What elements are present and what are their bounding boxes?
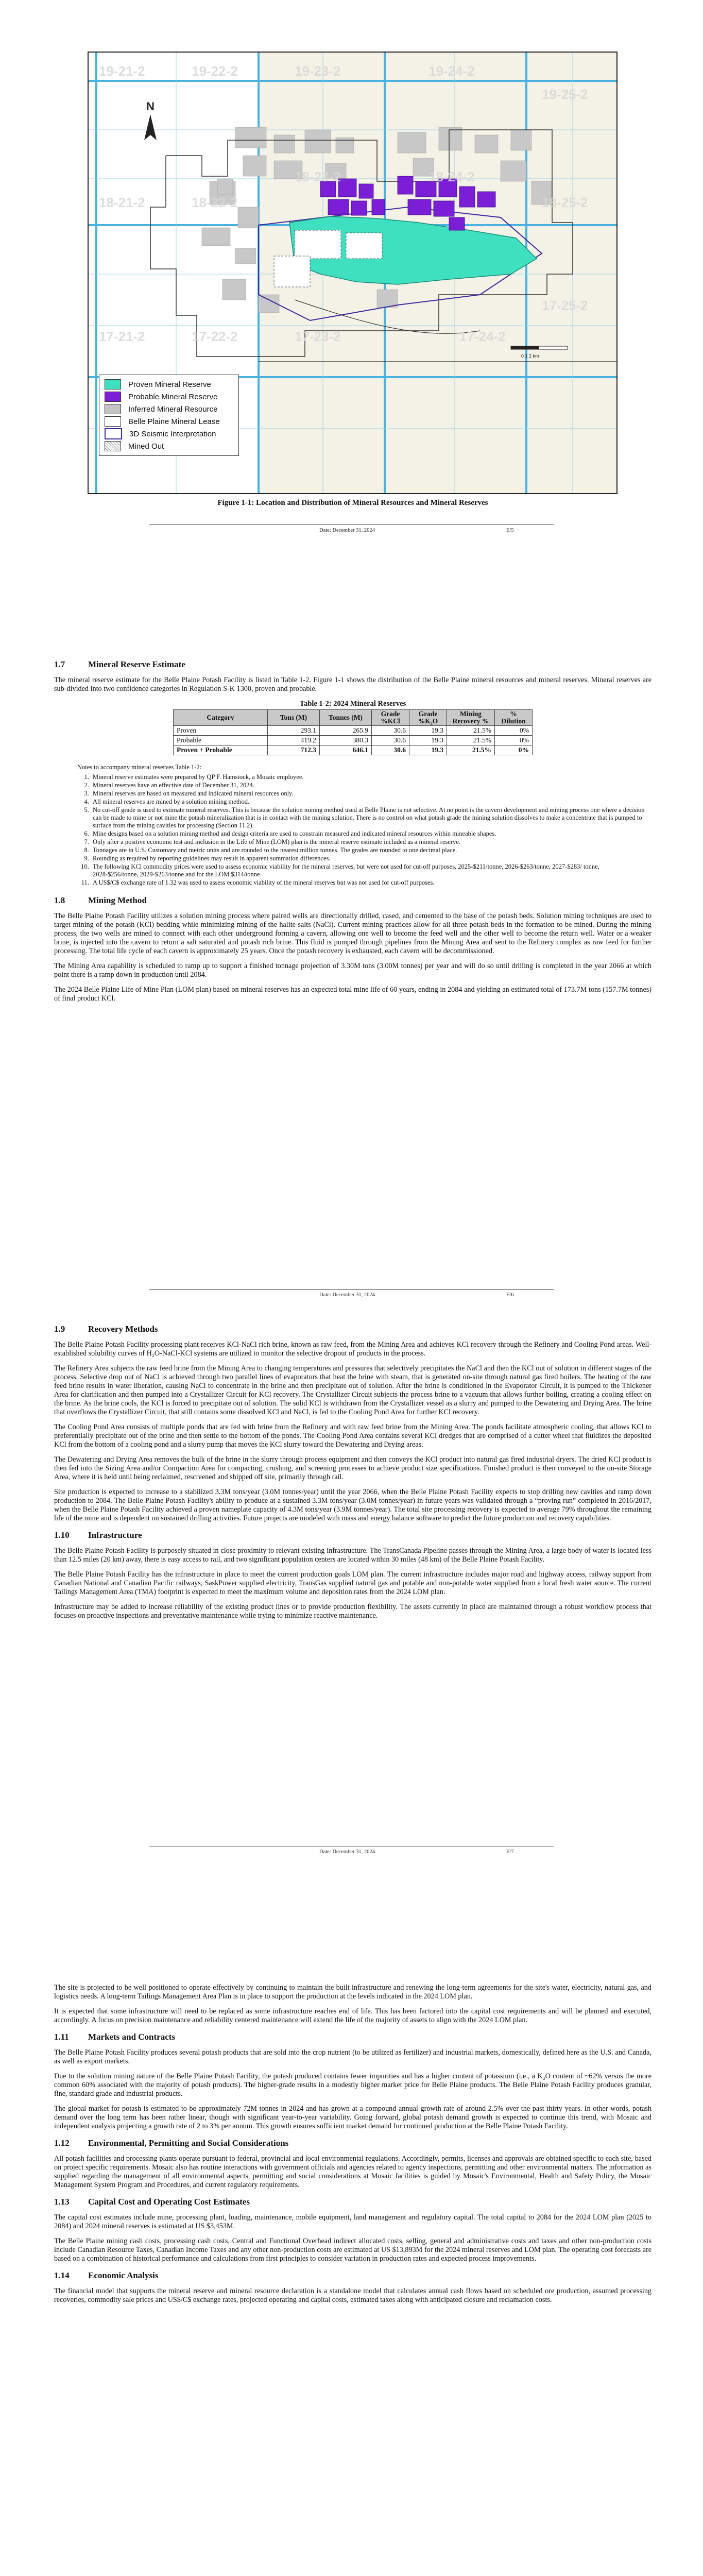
paragraph: The Belle Plaine mining cash costs, processing cash costs, Central and Functional Overhead indirect allocated costs, selling, general and administrative costs and taxes and other non-production costs include Canadian Resource Taxes, Canadian Income Taxes and any other non-production costs are estimated at US $13,893M for the 2024 mineral reserves and LOM plan. The operating cost forecasts are based on a combination of historical performance and calculations from first principles to consider variation in production rates and expected process improvements. [54, 2237, 651, 2263]
page-e6: 1.7 Mineral Reserve Estimate The mineral reserve estimate for the Belle Plaine Potash Facility is listed in Table 1-2. Figure 1-1 shows the distribution of the Belle Plaine mineral resources and mineral reserves. Mineral reserves are sub-divided into two confidence categories in Regulation S-K 1300, proven and probable. Table 1-2: 2024 Mineral Reserves Category Tons (M) Tonnes (M) Grade %KCl Grade %K₂O Mining Recovery % % Dilution Proven 293.1 265.9 30.6 19.3 21.5% 0% Probable 419.2 380.3 30.6 19.3 21.5% 0% Proven + Probable 712.3 646.1 30.6 19.3 21.5% 0% Notes to accompany mineral reserves Table 1-2: 1. Mineral reserve estimates were prepared by QP F. Hamstock, a Mosaic employee. 2. Mineral reserves have an effective date of December 31, 2024. 3. Mineral reserves are based on measured and indicated mineral resources only. 4. All mineral reserves are mined by a solution mining method. 5. No cut-off grade is used to estimate mineral reserves. This is because the solution mining method used at Belle Plaine is not selective. At no point is the cavern development and mining process one where a decision can be made to mine or not mine the potash mineralization that is in contact with the mining solution. There is no control on what potash grade the mining solution dissolves to make a concentrate that is pumped to surface from the mining cavities for processing (Section 11.2). 6. Mine designs based on a solution mining method and design criteria are used to constrain measured and indicated mineral resources within mineable shapes. 7. Only after a positive economic test and inclusion in the Life of Mine (LOM) plan is the mineral reserve estimate included as a mineral reserve. 8. Tonnages are in U.S. Customary and metric units and are rounded to the nearest million tonnes. The grades are rounded to one decimal place. 9. Rounding as required by reporting guidelines may result in apparent summation differences. 10. The following KCl commodity prices were used to assess economic viability for the mineral reserves, but were not used for cut-off purposes, 2025-$211/tonne, 2026-$263/tonne, 2027-$283/ tonne, 2028-$256/tonne, 2029-$263/tonne and for the LOM $314/tonne. 11. A US$/C$ exchange rate of 1.32 was used to assess economic viability of the mineral reserves but was not used for cut-off purposes. 1.8 Mining Method The Belle Plaine Potash Facility utilizes a solution mining process where paired wells are directionally drilled, cased, and cemented to the base of the potash beds. Solution mining techniques are used to target mining of the potash (KCl) bedding while minimizing mining of the halite salts (NaCl). Current mining practices allow for all three potash beds in the formation to be mined. During the mining process, the two wells are mined to connect with each other underground forming a cavern, allowing one well to become the feed well and the other well to become the return well. Water or a weaker brine, is injected into the cavern to return a salt saturated and potash rich brine. This fluid is pumped through pipelines from the Mining Area and sent to the Refinery complex as raw feed for further processing. The total life cycle of each cavern is approximately 25 years. Once the potash recovery is exhausted, each cavern will be decommissioned. The Mining Area capability is scheduled to ramp up to support a finished tonnage projection of 3.30M tons (3.00M tonnes) per year and will do so until drilling is completed in the year 2066 at which point there is a ramp down in production until 2084. The 2024 Belle Plaine Life of Mine Plan (LOM plan) based on mineral reserves has an expected total mine life of 60 years, ending in 2084 and yielding an estimated total of 173.7M tons (157.7M tonnes) of final product KCl. Date: December 31, 2024 E/6 [0, 659, 703, 1319]
note-item: 9. Rounding as required by reporting guidelines may result in apparent summation differences. [91, 855, 646, 862]
paragraph: The Belle Plaine Potash Facility utilizes a solution mining process where paired wells are directionally drilled, cased, and cemented to the base of the potash beds. Solution mining techniques are used to target mining of the potash (KCl) bedding while minimizing mining of the halite salts (NaCl). Current mining practices allow for all three potash beds in the formation to be mined. During the mining process, the two wells are mined to connect with each other underground forming a cavern, allowing one well to become the feed well and the other well to become the return well. Water or a weaker brine, is injected into the cavern to return a salt saturated and potash rich brine. This fluid is pumped through pipelines from the Mining Area and sent to the Refinery complex as raw feed for further processing. The total life cycle of each cavern is approximately 25 years. Once the potash recovery is exhausted, each cavern will be decommissioned. [54, 912, 651, 955]
map-legend [99, 375, 239, 456]
table-title: Table 1-2: 2024 Mineral Reserves [299, 700, 406, 708]
grid-label: 18-21-2 [99, 195, 145, 210]
location-map [88, 52, 618, 494]
grid-label: 17-25-2 [542, 298, 588, 313]
table-header: Tons (M) [268, 710, 320, 726]
note-item: 2. Mineral reserves have an effective date of December 31, 2024. [91, 782, 646, 789]
paragraph: The site is projected to be well positioned to operate effectively by continuing to maintain the built infrastructure and renewing the long-term agreements for the site's water, electricity, natural gas, and logistics needs. A long-term Tailings Management Area Plan is in place to support the production at the levels indicated in the 2024 LOM plan. [54, 1984, 651, 2001]
grid-label: 17-21-2 [99, 329, 145, 344]
note-item: 10. The following KCl commodity prices were used to assess economic viability for the mineral reserves, but were not used for cut-off purposes, 2025-$211/tonne, 2026-$263/tonne, 2027-$283/ tonne, 2028-$256/tonne, 2029-$263/tonne and for the LOM $314/tonne. [91, 863, 646, 878]
page-e8 [0, 1984, 703, 2576]
paragraph: The Belle Plaine Potash Facility processing plant receives KCl-NaCl rich brine, known as raw feed, from the Mining Area and achieves KCl recovery through the Refinery and Cooling Pond areas. Well-established solubility curves of H₂O-NaCl-KCl systems are utilized to monitor the selective dropout of products in the process. [54, 1341, 651, 1358]
grid-label: 17-24-2 [459, 329, 506, 344]
table-header: % Dilution [495, 710, 533, 726]
paragraph: All potash facilities and processing plants operate pursuant to federal, provincial and local environmental regulations. Accordingly, permits, licenses and approvals are obtained specific to each site, based on project specific requirements. Mosaic also has routine interactions with government officials and agencies related to agency inspections, permitting and other environmental matters. The information as supplied regarding the management of all environmental aspects, permitting and social considerations at Mosaic facilities is guided by Mosaic's Environmental, Health and Safety Policy, the Mosaic Management System Program and Procedures, and current regulatory requirements. [54, 2155, 651, 2189]
table-header: Grade %KCl [372, 710, 409, 726]
legend-swatch-mined-out [105, 441, 121, 451]
legend-item: Proven Mineral Reserve [105, 378, 233, 391]
table-header: Mining Recovery % [447, 710, 495, 726]
page-e5: N 19-21-2 19-22-2 19-23-2 19-24-2 19-25-2 18-21-2 18-22-2 18-23-2 18-24-2 18-25-2 17-21-2 17-22-2 17-23-2 17-24-2 17-25-2 0 1 2 km Proven Mineral Reserve Probable Mineral Reserve Inferred Mineral Resource Belle Plaine Mineral Lease 3D Seismic Interpretation Mined Out Figure 1-1: Location and Distribution of Mineral Resources and Mineral Reserves Date: December 31, 2024 E/5 [0, 0, 703, 659]
note-item: 6. Mine designs based on a solution mining method and design criteria are used to constrain measured and indicated mineral resources within mineable shapes. [91, 830, 646, 838]
grid-label: 18-25-2 [542, 195, 588, 210]
section-heading-1-14: 1.14 Economic Analysis [54, 2270, 159, 2280]
page-e7: 1.9 Recovery Methods The Belle Plaine Potash Facility processing plant receives KCl-NaCl rich brine, known as raw feed, from the Mining Area and achieves KCl recovery through the Refinery and Cooling Pond areas. Well-established solubility curves of H₂O-NaCl-KCl systems are utilized to monitor the selective dropout of products in the process. The Refinery Area subjects the raw feed brine from the Mining Area to changing temperatures and pressures that selectively precipitates the NaCl and then the KCl out of solution in different stages of the process. Selective drop out of NaCl is achieved through two parallel lines of evaporators that heat the brine with steam, that is generated on-site through natural gas fired boilers. The heating of the raw feed brine results in water liberation, causing NaCl to concentrate in the brine and then precipitate out of solution. After the brine is conditioned in the Evaporator Circuit, it is pumped to the Thickener Area for clarification and then pumped into a Crystallizer Circuit for KCl recovery. The Crystallizer Circuit subjects the process brine to a vacuum that allows further boiling, creating a cooling effect on the brine. As the brine cools, the KCl is forced to precipitate out of solution. The solid KCl is withdrawn from the Crystallizer vessel as a slurry and pumped to the Dewatering and Drying Area. The brine that overflows the Crystallizer Circuit, that still contains some dissolved KCl and NaCl, is fed to the Cooling Pond Area for further KCl recovery. The Cooling Pond Area consists of multiple ponds that are fed with brine from the Refinery and with raw feed brine from the Mining Area. The ponds facilitate atmospheric cooling, that allows KCl to preferentially precipitate out of the brine and then settle to the bottom of the ponds. The Cooling Pond Area contains several KCl dredges that are comprised of a cutter wheel that fluidizes the deposited KCl from the bottom of a cooling pond and a slurry pump that moves the KCl slurry toward the Dewatering and Drying areas. The Dewatering and Drying Area removes the bulk of the brine in the slurry through process equipment and then conveys the KCl product into natural gas fired industrial dryers. The dried KCl product is then fed into the Sizing Area and/or Compaction Area for compacting, crushing, and screening processes to achieve product size specifications. Finished product is then conveyed to the on-site Storage Area, where it is held until being reclaimed, rescreened and shipped off site, primarily through rail. Site production is expected to increase to a stabilized 3.3M tons/year (3.0M tonnes/year) until the year 2066, when the Belle Plaine Potash Facility expects to stop drilling new cavities and ramp down production to 2084. The Belle Plaine Potash Facility's ability to produce at a sustained 3.3M tons/year (3.0M tonnes/year) in future years was validated through a “proving run” completed in 2016/2017, when the Belle Plaine Potash Facility achieved a proven nameplate capacity of 4.3M tons/year (3.9M tonnes/year). The total site processing recovery is expected to average 79% throughout the remaining life of the mine and is dependent on sustained drilling activities. Future projects are modeled with mass and energy balance software to predict the future production and recovery capabilities. 1.10 Infrastructure The Belle Plaine Potash Facility is purposely situated in close proximity to relevant existing infrastructure. The TransCanada Pipeline passes through the Mining Area, a large body of water is located less than 12.5 miles (20 km) away, there is easy access to rail, and two significant population centers are located within 30 miles (48 km) of the Belle Plaine Potash Facility. The Belle Plaine Potash Facility has the infrastructure in place to meet the current production goals LOM plan. The current infrastructure includes major road and highway access, railway support from Canadian National and Canadian Pacific railways, SaskPower supplied electricity, TransGas supplied natural gas and potable and non-potable water supplied from a local fresh water source. The current Tailings Management Area (TMA) footprint is expected to meet the maximum volume and deposition rates from the 2024 LOM plan. Infrastructure may be added to increase reliability of the existing product lines or to provide production flexibility. The assets currently in place are maintained through a robust workflow process that focuses on proactive inspections and preventative maintenance while trying to minimize reactive maintenance. Date: December 31, 2024 E/7 [0, 1324, 703, 1984]
grid-label: 17-22-2 [192, 329, 238, 344]
table-header: Category [174, 710, 268, 726]
paragraph: The Belle Plaine Potash Facility produces several potash products that are sold into the crop nutrient (to be utilized as fertilizer) and industrial markets, domestically, defined here as the U.S. and Canada, as well as export markets. [54, 2048, 651, 2065]
paragraph: It is expected that some infrastructure will need to be replaced as some infrastructure reaches end of life. This has been factored into the capital cost requirements and will be planned and executed, accordingly. A focus on precision maintenance and reliability centered maintenance will extend the life of the majority of assets to align with the 2024 LOM plan. [54, 2007, 651, 2024]
note-item: 8. Tonnages are in U.S. Customary and metric units and are rounded to the nearest million tonnes. The grades are rounded to one decimal place. [91, 846, 646, 854]
legend-item: Probable Mineral Reserve [105, 391, 233, 403]
section-heading-1-7: 1.7 Mineral Reserve Estimate [54, 659, 185, 669]
table-header: Grade %K₂O [409, 710, 447, 726]
note-item: 4. All mineral reserves are mined by a solution mining method. [91, 798, 646, 806]
grid-label: 18-22-2 [192, 195, 238, 210]
grid-label: 18-23-2 [295, 169, 341, 184]
paragraph: The capital cost estimates include mine, processing plant, loading, maintenance, mobile equipment, land management and regulatory capital. The total capital to 2084 for the 2024 LOM plan (2025 to 2084) and 2024 mineral reserves is estimated at US $3,453M. [54, 2213, 651, 2230]
note-item: 11. A US$/C$ exchange rate of 1.32 was used to assess economic viability of the mineral reserves but was not used for cut-off purposes. [91, 879, 646, 887]
paragraph: Infrastructure may be added to increase reliability of the existing product lines or to provide production flexibility. The assets currently in place are maintained through a robust workflow process that focuses on proactive inspections and preventative maintenance while trying to minimize reactive maintenance. [54, 1603, 651, 1620]
grid-label: 19-24-2 [428, 63, 475, 79]
paragraph: The financial model that supports the mineral reserve and mineral resource declaration is a standalone model that calculates annual cash flows based on scheduled ore production, assumed processing recoveries, commodity sale prices and US$/C$ exchange rates, projected operating and capital costs, estimated taxes along with anticipated closure and reclamation costs. [54, 2287, 651, 2304]
section-heading-1-8: 1.8 Mining Method [54, 895, 147, 905]
table-header: Tonnes (M) [320, 710, 372, 726]
note-item: 7. Only after a positive economic test and inclusion in the Life of Mine (LOM) plan is the mineral reserve estimate included as a mineral reserve. [91, 838, 646, 846]
section-heading-1-9: 1.9 Recovery Methods [54, 1324, 158, 1334]
scale-label: 0 1 2 km [521, 353, 539, 359]
paragraph: The Cooling Pond Area consists of multiple ponds that are fed with brine from the Refinery and with raw feed brine from the Mining Area. The ponds facilitate atmospheric cooling, that allows KCl to preferentially precipitate out of the brine and then settle to the bottom of the ponds. The Cooling Pond Area contains several KCl dredges that are comprised of a cutter wheel that fluidizes the deposited KCl from the bottom of a cooling pond and a slurry pump that moves the KCl slurry toward the Dewatering and Drying areas. [54, 1423, 651, 1449]
section-heading-1-11: 1.11 Markets and Contracts [54, 2032, 176, 2042]
paragraph: The Mining Area capability is scheduled to ramp up to support a finished tonnage projection of 3.30M tons (3.00M tonnes) per year and will do so until drilling is completed in the year 2066 at which point there is a ramp down in production until 2084. [54, 962, 651, 979]
legend-swatch-seismic [105, 428, 122, 439]
paragraph: The Refinery Area subjects the raw feed brine from the Mining Area to changing temperatures and pressures that selectively precipitates the NaCl and then the KCl out of solution in different stages of the process. Selective drop out of NaCl is achieved through two parallel lines of evaporators that heat the brine with steam, that is generated on-site through natural gas fired boilers. The heating of the raw feed brine results in water liberation, causing NaCl to concentrate in the brine and then precipitate out of solution. After the brine is conditioned in the Evaporator Circuit, it is pumped to the Thickener Area for clarification and then pumped into a Crystallizer Circuit for KCl recovery. The Crystallizer Circuit subjects the process brine to a vacuum that allows further boiling, creating a cooling effect on the brine. As the brine cools, the KCl is forced to precipitate out of solution. The solid KCl is withdrawn from the Crystallizer vessel as a slurry and pumped to the Dewatering and Drying Area. The brine that overflows the Crystallizer Circuit, that still contains some dissolved KCl and NaCl, is fed to the Cooling Pond Area for further KCl recovery. [54, 1364, 651, 1416]
legend-item: 3D Seismic Interpretation [105, 428, 233, 440]
grid-label: 18-24-2 [428, 169, 475, 184]
table-notes: Notes to accompany mineral reserves Table 1-2: 1. Mineral reserve estimates were prepared by QP F. Hamstock, a Mosaic employee. 2. Mineral reserves have an effective date of December 31, 2024. 3. Mineral reserves are based on measured and indicated mineral resources only. 4. All mineral reserves are mined by a solution mining method. 5. No cut-off grade is used to estimate mineral reserves. This is because the solution mining method used at Belle Plaine is not selective. At no point is the cavern development and mining process one where a decision can be made to mine or not mine the potash mineralization that is in contact with the mining solution. There is no control on what potash grade the mining solution dissolves to make a concentrate that is pumped to surface from the mining cavities for processing (Section 11.2). 6. Mine designs based on a solution mining method and design criteria are used to constrain measured and indicated mineral resources within mineable shapes. 7. Only after a positive economic test and inclusion in the Life of Mine (LOM) plan is the mineral reserve estimate included as a mineral reserve. 8. Tonnages are in U.S. Customary and metric units and are rounded to the nearest million tonnes. The grades are rounded to one decimal place. 9. Rounding as required by reporting guidelines may result in apparent summation differences. 10. The following KCl commodity prices were used to assess economic viability for the mineral reserves, but were not used for cut-off purposes, 2025-$211/tonne, 2026-$263/tonne, 2027-$283/ tonne, 2028-$256/tonne, 2029-$263/tonne and for the LOM $314/tonne. 11. A US$/C$ exchange rate of 1.32 was used to assess economic viability of the mineral reserves but was not used for cut-off purposes. [54, 764, 651, 887]
note-item: 1. Mineral reserve estimates were prepared by QP F. Hamstock, a Mosaic employee. [91, 773, 646, 781]
paragraph: Site production is expected to increase to a stabilized 3.3M tons/year (3.0M tonnes/year) until the year 2066, when the Belle Plaine Potash Facility expects to stop drilling new cavities and ramp down production to 2084. The Belle Plaine Potash Facility's ability to produce at a sustained 3.3M tons/year (3.0M tonnes/year) in future years was validated through a “proving run” completed in 2016/2017, when the Belle Plaine Potash Facility achieved a proven nameplate capacity of 4.3M tons/year (3.9M tonnes/year). The total site processing recovery is expected to average 79% throughout the remaining life of the mine and is dependent on sustained drilling activities. Future projects are modeled with mass and energy balance software to predict the future production and recovery capabilities. [54, 1488, 651, 1522]
section-heading-1-13: 1.13 Capital Cost and Operating Cost Estimates [54, 2197, 250, 2207]
legend-item: Mined Out [105, 440, 233, 452]
section-heading-1-10: 1.10 Infrastructure [54, 1530, 142, 1540]
grid-label: 19-21-2 [99, 63, 145, 79]
table-row: Probable 419.2 380.3 30.6 19.3 21.5% 0% [174, 736, 533, 745]
table-row: Proven 293.1 265.9 30.6 19.3 21.5% 0% [174, 726, 533, 736]
paragraph: The 2024 Belle Plaine Life of Mine Plan (LOM plan) based on mineral reserves has an expected total mine life of 60 years, ending in 2084 and yielding an estimated total of 173.7M tons (157.7M tonnes) of final product KCl. [54, 986, 651, 1003]
section-heading-1-12: 1.12 Environmental, Permitting and Social Considerations [54, 2138, 289, 2148]
legend-swatch-lease [105, 416, 121, 427]
paragraph: The Belle Plaine Potash Facility is purposely situated in close proximity to relevant existing infrastructure. The TransCanada Pipeline passes through the Mining Area, a large body of water is located less than 12.5 miles (20 km) away, there is easy access to rail, and two significant population centers are located within 30 miles (48 km) of the Belle Plaine Potash Facility. [54, 1547, 651, 1564]
legend-item: Belle Plaine Mineral Lease [105, 415, 233, 428]
legend-swatch-probable [105, 392, 121, 402]
figure-caption: Figure 1-1: Location and Distribution of Mineral Resources and Mineral Reserves [217, 499, 488, 507]
north-label: N [146, 100, 155, 113]
note-item: 5. No cut-off grade is used to estimate mineral reserves. This is because the solution mining method used at Belle Plaine is not selective. At no point is the cavern development and mining process one where a decision can be made to mine or not mine the potash mineralization that is in contact with the mining solution. There is no control on what potash grade the mining solution dissolves to make a concentrate that is pumped to surface from the mining cavities for processing (Section 11.2). [91, 806, 646, 829]
paragraph: The Dewatering and Drying Area removes the bulk of the brine in the slurry through process equipment and then conveys the KCl product into natural gas fired industrial dryers. The dried KCl product is then fed into the Sizing Area and/or Compaction Area for compacting, crushing, and screening processes to achieve product size specifications. Finished product is then conveyed to the on-site Storage Area, where it is held until being reclaimed, rescreened and shipped off site, primarily through rail. [54, 1455, 651, 1481]
legend-swatch-proven [105, 379, 121, 389]
paragraph: The Belle Plaine Potash Facility has the infrastructure in place to meet the current production goals LOM plan. The current infrastructure includes major road and highway access, railway support from Canadian National and Canadian Pacific railways, SaskPower supplied electricity, TransGas supplied natural gas and potable and non-potable water supplied from a local fresh water source. The current Tailings Management Area (TMA) footprint is expected to meet the maximum volume and deposition rates from the 2024 LOM plan. [54, 1570, 651, 1596]
legend-item: Inferred Mineral Resource [105, 403, 233, 415]
paragraph: The global market for potash is estimated to be approximately 72M tonnes in 2024 and has grown at a compound annual growth rate of around 2.5% over the past thirty years. In other words, potash demand over the long term has been rather linear, though with significant year-to-year variability. Going forward, global potash demand growth is expected to continue this trend, with Mosaic and independent analysts projecting a growth rate of 2 to 3% per annum. This growth ensures sufficient market demand for continued production at the Belle Plaine Potash Facility. [54, 2105, 651, 2130]
grid-label: 17-23-2 [295, 329, 341, 344]
paragraph: The mineral reserve estimate for the Belle Plaine Potash Facility is listed in Table 1-2. Figure 1-1 shows the distribution of the Belle Plaine mineral resources and mineral reserves. Mineral reserves are sub-divided into two confidence categories in Regulation S-K 1300, proven and probable. [54, 676, 651, 693]
note-item: 3. Mineral reserves are based on measured and indicated mineral resources only. [91, 790, 646, 798]
mineral-reserves-table [173, 709, 533, 755]
paragraph: Due to the solution mining nature of the Belle Plaine Potash Facility, the potash produced contains fewer impurities and has a higher content of potassium (i.e., a K₂O content of ~62% versus the more common 60% associated with the majority of potash products). The higher-grade results in a modestly higher market price for Belle Plaine products. The Belle Plaine Potash Facility produces granular, fine, standard grade and industrial products. [54, 2072, 651, 2098]
legend-swatch-inferred [105, 404, 121, 414]
grid-label: 19-25-2 [542, 87, 588, 102]
grid-label: 19-23-2 [295, 63, 341, 79]
table-row-total: Proven + Probable 712.3 646.1 30.6 19.3 21.5% 0% [174, 745, 533, 755]
grid-label: 19-22-2 [192, 63, 238, 79]
